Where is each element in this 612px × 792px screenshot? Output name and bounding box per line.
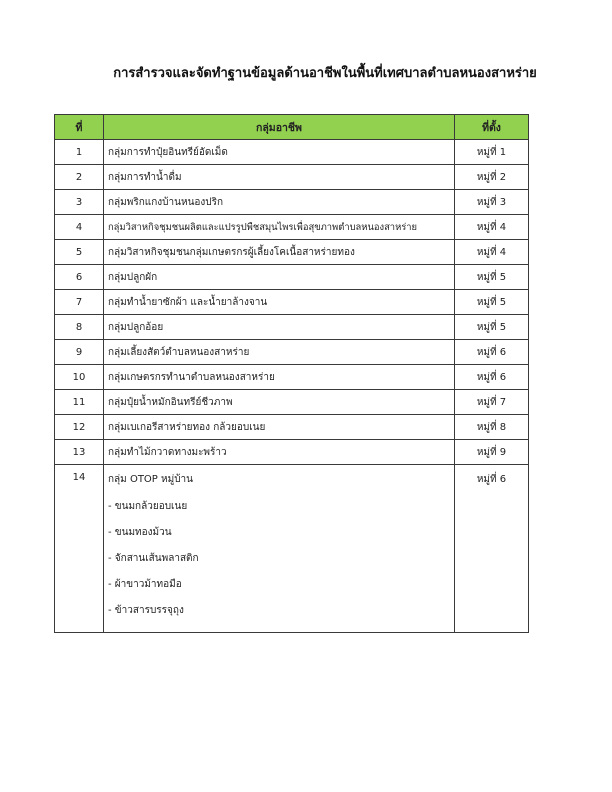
row-group-name-otop <box>104 465 455 633</box>
table-row <box>55 340 529 365</box>
row-group-name: กลุ่มทำน้ำยาซักผ้า และน้ำยาล้างจาน <box>104 290 455 315</box>
row-location: หมู่ที่ 5 <box>455 315 529 340</box>
row-number: 10 <box>55 365 104 390</box>
row-group-name: กลุ่มปลูกอ้อย <box>104 315 455 340</box>
row-location: หมู่ที่ 3 <box>455 190 529 215</box>
row-location: หมู่ที่ 4 <box>455 240 529 265</box>
table-row <box>55 440 529 465</box>
row-group-name: กลุ่มวิสาหกิจชุมชนกลุ่มเกษตรกรผู้เลี้ยงโคเนื้อสาหร่ายทอง <box>104 240 455 265</box>
table-row <box>55 190 529 215</box>
row-number: 12 <box>55 415 104 440</box>
row-group-name: กลุ่มการทำปุ๋ยอินทรีย์อัดเม็ด <box>104 140 455 165</box>
row-location: หมู่ที่ 6 <box>455 340 529 365</box>
row-location: หมู่ที่ 5 <box>455 290 529 315</box>
row-number: 6 <box>55 265 104 290</box>
row-number: 13 <box>55 440 104 465</box>
row-location: หมู่ที่ 4 <box>455 215 529 240</box>
row-location: หมู่ที่ 8 <box>455 415 529 440</box>
row-location: หมู่ที่ 7 <box>455 390 529 415</box>
row-group-name: กลุ่มปุ๋ยน้ำหมักอินทรีย์ชีวภาพ <box>104 390 455 415</box>
row-location: หมู่ที่ 6 <box>455 365 529 390</box>
document-title: การสำรวจและจัดทำฐานข้อมูลด้านอาชีพในพื้นที่เทศบาลตำบลหนองสาหร่าย <box>113 66 537 81</box>
otop-item: - ข้าวสารบรรจุถุง <box>108 605 184 616</box>
row-number: 3 <box>55 190 104 215</box>
table-header-row <box>55 115 529 140</box>
row-number: 2 <box>55 165 104 190</box>
table-row <box>55 215 529 240</box>
row-group-name: กลุ่มทำไม้กวาดทางมะพร้าว <box>104 440 455 465</box>
header-number: ที่ <box>55 115 104 140</box>
row-number: 8 <box>55 315 104 340</box>
row-number: 9 <box>55 340 104 365</box>
table-row <box>55 365 529 390</box>
table-row <box>55 315 529 340</box>
row-group-name: กลุ่มเลี้ยงสัตว์ตำบลหนองสาหร่าย <box>104 340 455 365</box>
row-location: หมู่ที่ 9 <box>455 440 529 465</box>
table-row <box>55 415 529 440</box>
row-group-name: กลุ่มวิสาหกิจชุมชนผลิตและแปรรูปพืชสมุนไพรเพื่อสุขภาพตำบลหนองสาหร่าย <box>104 215 455 240</box>
row-group-name: กลุ่มการทำน้ำดื่ม <box>104 165 455 190</box>
table-row <box>55 390 529 415</box>
row-number: 1 <box>55 140 104 165</box>
table-row <box>55 165 529 190</box>
otop-item: - ขนมทองม้วน <box>108 527 172 538</box>
otop-item: - จักสานเส้นพลาสติก <box>108 553 199 564</box>
header-location: ที่ตั้ง <box>455 115 529 140</box>
row-number: 11 <box>55 390 104 415</box>
table-row <box>55 265 529 290</box>
row-number: 14 <box>55 465 104 633</box>
row-group-name: กลุ่มปลูกผัก <box>104 265 455 290</box>
table-row <box>55 290 529 315</box>
row-location: หมู่ที่ 5 <box>455 265 529 290</box>
row-location: หมู่ที่ 1 <box>455 140 529 165</box>
table-row <box>55 140 529 165</box>
otop-item: - ผ้าขาวม้าทอมือ <box>108 579 182 590</box>
row-number: 5 <box>55 240 104 265</box>
row-group-name: กลุ่มเบเกอรีสาหร่ายทอง กล้วยอบเนย <box>104 415 455 440</box>
row-number: 7 <box>55 290 104 315</box>
row-number: 4 <box>55 215 104 240</box>
row-group-name: กลุ่มเกษตรกรทำนาตำบลหนองสาหร่าย <box>104 365 455 390</box>
otop-title: กลุ่ม OTOP หมู่บ้าน <box>108 474 193 485</box>
table-row <box>55 240 529 265</box>
row-location: หมู่ที่ 2 <box>455 165 529 190</box>
table-row-otop <box>55 465 529 633</box>
header-group: กลุ่มอาชีพ <box>104 115 455 140</box>
occupation-groups-table <box>54 114 529 633</box>
row-location: หมู่ที่ 6 <box>455 465 529 633</box>
otop-item: - ขนมกล้วยอบเนย <box>108 501 188 512</box>
row-group-name: กลุ่มพริกแกงบ้านหนองปริก <box>104 190 455 215</box>
